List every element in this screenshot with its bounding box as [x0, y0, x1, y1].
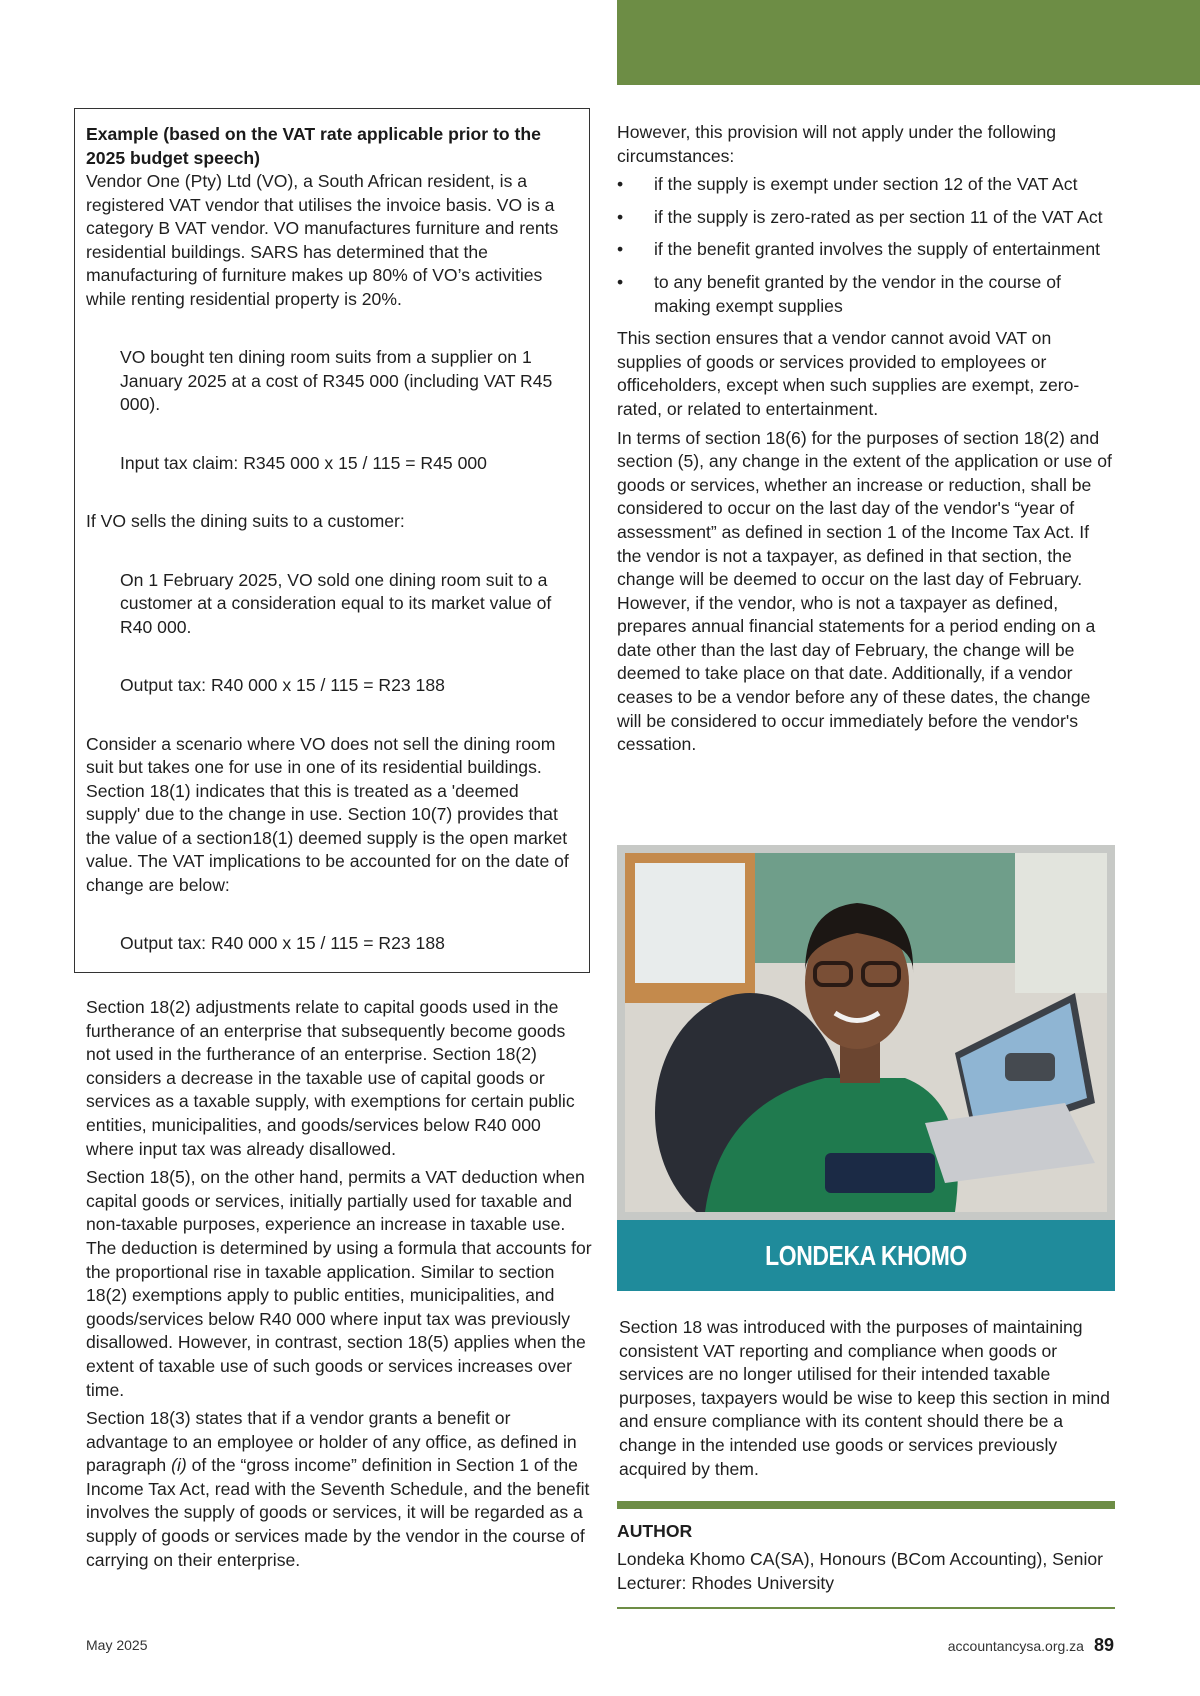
- author-photo: [617, 845, 1115, 1220]
- author-name-banner: [617, 1220, 1115, 1291]
- example-purchase: VO bought ten dining room suits from a supplier on 1 January 2025 at a cost of R345 000 (including VAT R45 000).: [120, 347, 553, 414]
- exclusion-list: [617, 173, 1117, 318]
- example-sale: On 1 February 2025, VO sold one dining room suit to a customer at a consideration equal to its market value of R40 000.: [120, 569, 552, 637]
- conclusion-paragraph: Section 18 was introduced with the purposes of maintaining consistent VAT reporting and compliance when goods or services are no longer utilised for their intended taxable purposes, taxpayers would be wise to keep this section in mind and ensure compliance with its content should there be a change in the intended use goods or services previously acquired by them.: [619, 1317, 1110, 1479]
- example-sell-heading: If VO sells the dining suits to a customer:: [86, 511, 405, 531]
- example-title: Example (based on the VAT rate applicable prior to the 2025 budget speech): [86, 124, 541, 168]
- author-photo-illustration: [625, 853, 1107, 1212]
- footer-date: May 2025: [86, 1637, 148, 1653]
- example-intro: Vendor One (Pty) Ltd (VO), a South African resident, is a registered VAT vendor that utilises the invoice basis. VO is a category B VAT vendor. VO manufactures furniture and rents residential buildings. SARS has determined that the manufacturing of furniture makes up 80% of VO’s activities while renting residential property is 20%.: [86, 171, 559, 309]
- list-item: • if the supply is zero-rated as per section 11 of the VAT Act: [617, 206, 1117, 230]
- left-paragraph-3: Section 18(3) states that if a vendor grants a benefit or advantage to an employee or holder of any office, as defined in paragraph (i) of the “gross income” definition in Section 1 of the Income Tax Act, read with the Seventh Schedule, and the benefit involves the supply of goods or services, it will be regarded as a supply of goods or services made by the vendor in the course of carrying on their enterprise.: [86, 1408, 590, 1570]
- page-number: 89: [1093, 1635, 1114, 1655]
- right-paragraph-1: This section ensures that a vendor cannot avoid VAT on supplies of goods or services provided to employees or officeholders, except when such supplies are exempt, zero-rated, or related to entertainment.: [617, 328, 1080, 419]
- footer-right: [948, 1635, 1114, 1656]
- example-input-tax: Input tax claim: R345 000 x 15 / 115 = R45 000: [120, 452, 487, 473]
- right-intro: However, this provision will not apply under the following circumstances:: [617, 122, 1057, 166]
- left-paragraph-2: Section 18(5), on the other hand, permits a VAT deduction when capital goods or services, initially partially used for taxable and non-taxable purposes, experience an increase in taxable use. The deduction is determined by using a formula that accounts for the proportional rise in taxable application. Similar to section 18(2) exemptions apply to public entities, municipalities, and goods/services below R40 000 where input tax was previously disallowed. However, in contrast, section 18(5) applies when the extent of taxable use of such goods or services increases over time.: [86, 1167, 592, 1400]
- header-color-band: [617, 0, 1200, 85]
- bullet-icon: •: [617, 206, 624, 227]
- list-item: • if the benefit granted involves the supply of entertainment: [617, 238, 1117, 262]
- left-column: [86, 996, 592, 1577]
- author-details: Londeka Khomo CA(SA), Honours (BCom Accounting), Senior Lecturer: Rhodes University: [617, 1549, 1104, 1593]
- right-column: [617, 121, 1117, 762]
- left-paragraph-1: Section 18(2) adjustments relate to capital goods used in the furtherance of an enterprise that subsequently become goods not used in the furtherance of an enterprise. Section 18(2) considers a decrease in the taxable use of capital goods or services as a taxable supply, with exemptions for certain public entities, municipalities, and goods/services below R40 000 where input tax was already disallowed.: [86, 997, 575, 1159]
- footer-site[interactable]: accountancysa.org.za: [947, 1638, 1084, 1654]
- author-bottom-rule: [617, 1607, 1115, 1609]
- list-item: • if the supply is exempt under section 12 of the VAT Act: [617, 173, 1117, 197]
- example-output-tax-2: Output tax: R40 000 x 15 / 115 = R23 188: [120, 933, 445, 953]
- author-label: AUTHOR: [617, 1521, 693, 1541]
- bullet-icon: •: [617, 239, 624, 260]
- example-scenario: Consider a scenario where VO does not sell the dining room suit but takes one for use in one of its residential buildings. Section 18(1) indicates that this is treated as a 'deemed supply' due to the change in use. Section 10(7) provides that the value of a section18(1) deemed supply is the open market value. The VAT implications to be accounted for on the date of change are below:: [86, 733, 569, 895]
- author-name: LONDEKA KHOMO: [765, 1239, 967, 1271]
- bullet-icon: •: [617, 271, 624, 292]
- example-output-tax-1: Output tax: R40 000 x 15 / 115 = R23 188: [120, 675, 445, 695]
- example-box: [74, 108, 590, 973]
- list-item: • to any benefit granted by the vendor in the course of making exempt supplies: [617, 271, 1061, 316]
- author-divider: [617, 1501, 1115, 1509]
- bullet-icon: •: [617, 174, 624, 195]
- right-paragraph-2: In terms of section 18(6) for the purposes of section 18(2) and section (5), any change in the extent of the application or use of goods or services, whether an increase or reduction, shall be considered to occur on the last day of the vendor's “year of assessment” as defined in section 1 of the Income Tax Act. If the vendor is not a taxpayer, as defined in that section, the change will be deemed to occur on the last day of February. However, if the vendor, who is not a taxpayer as defined, prepares annual financial statements for a period ending on a date other than the last day of February, the change will be deemed to take place on that date. Additionally, if a vendor ceases to be a vendor before any of these dates, the change will be considered to occur immediately before the vendor's cessation.: [617, 427, 1112, 755]
